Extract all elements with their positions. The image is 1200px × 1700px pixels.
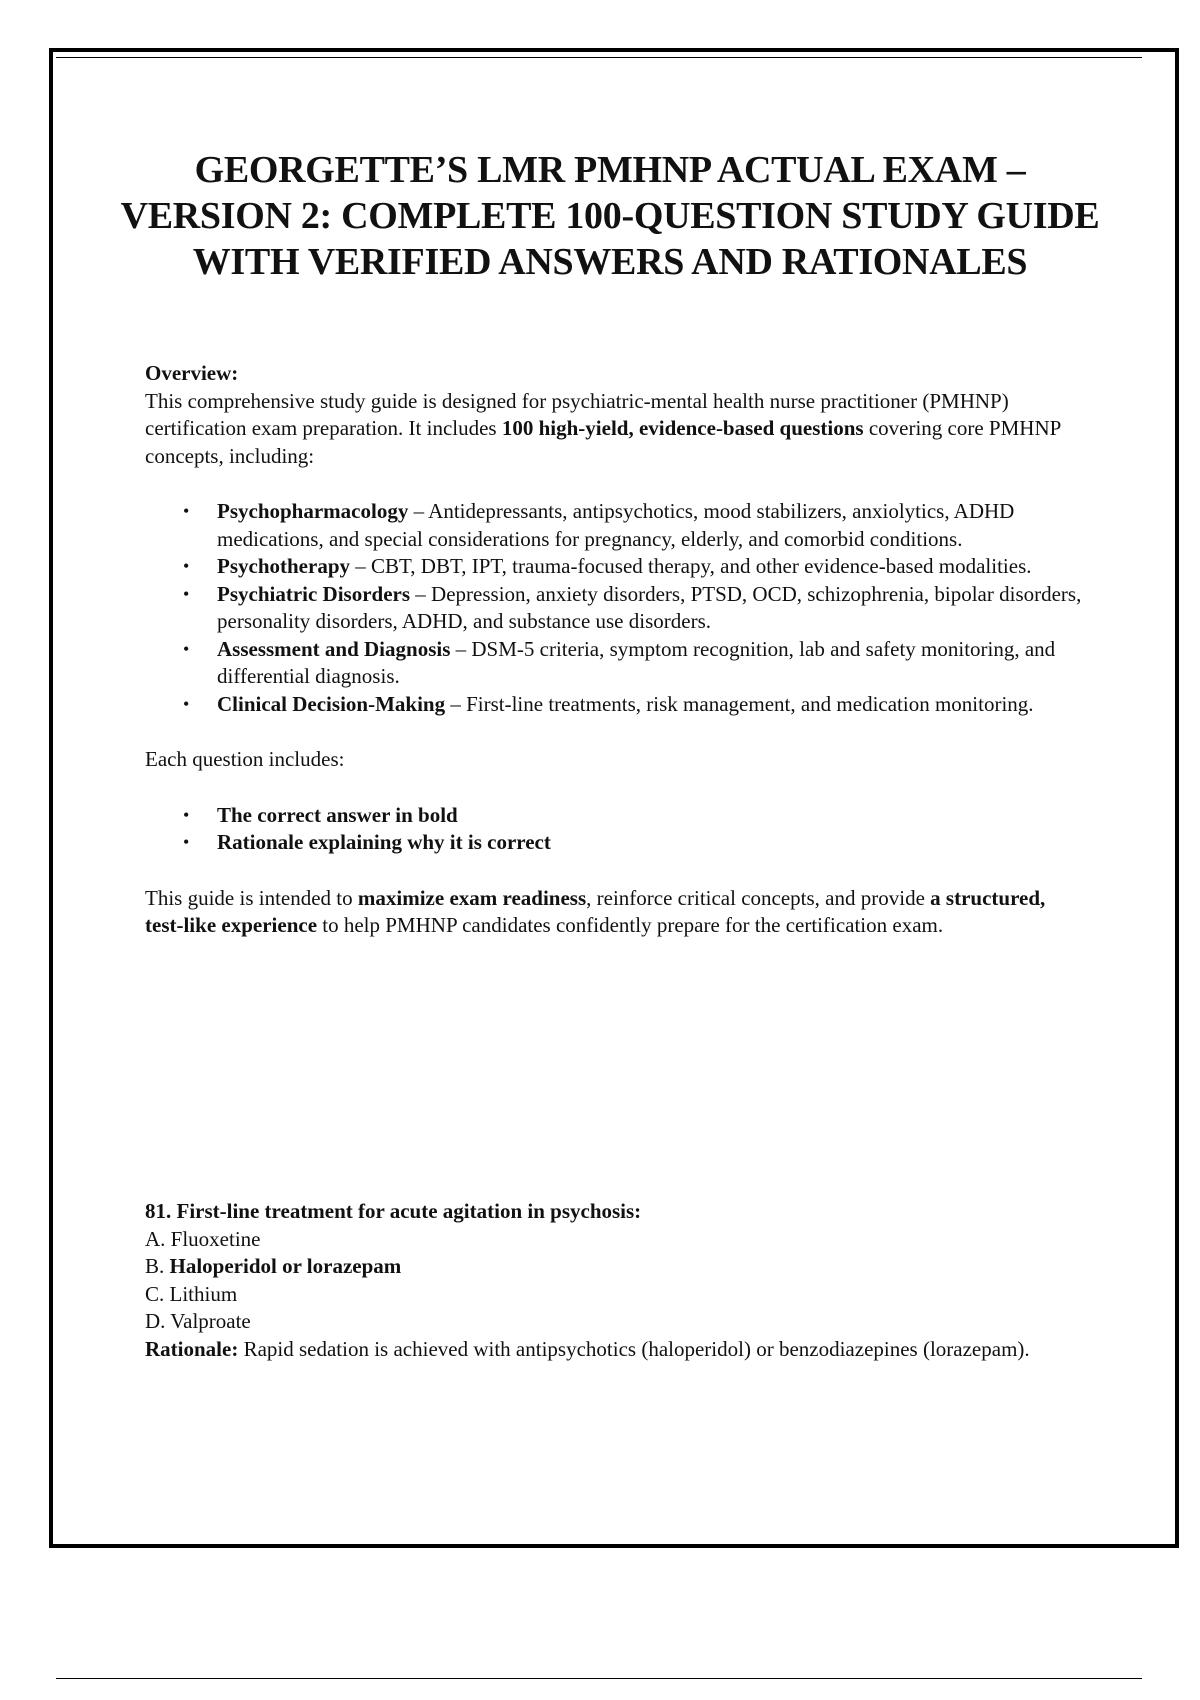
document-title: GEORGETTE’S LMR PMHNP ACTUAL EXAM – VERSION 2: COMPLETE 100-QUESTION STUDY GUIDE WITH VERIFIED ANSWERS AND RATIONALES xyxy=(120,149,1100,283)
topic-name: Assessment and Diagnosis xyxy=(217,636,451,661)
overview-intro-text: This comprehensive study guide is designed for psychiatric-mental health nurse practitioner (PMHNP) certification exam preparation. It includes xyxy=(145,388,1009,440)
topic-list xyxy=(145,498,1085,718)
question-stem: 81. First-line treatment for acute agitation in psychosis: xyxy=(145,1199,642,1223)
option-c: C. Lithium xyxy=(145,1281,238,1306)
footer-rule-divider xyxy=(56,1678,1142,1679)
option-b: B. Haloperidol or lorazepam xyxy=(145,1254,402,1278)
includes-item: • Rationale explaining why it is correct xyxy=(217,829,1085,857)
topic-description: – First-line treatments, risk management, and medication monitoring. xyxy=(445,691,1034,716)
rationale xyxy=(145,1336,1085,1364)
topic-item xyxy=(217,498,1085,553)
option-a: A. Fluoxetine xyxy=(145,1226,261,1251)
question-81 xyxy=(145,1198,1085,1363)
overview-intro-tail: covering core PMHNP concepts, including: xyxy=(145,416,1061,468)
topic-item xyxy=(217,581,1085,636)
topic-description: – CBT, DBT, IPT, trauma-focused therapy, and other evidence-based modalities. xyxy=(350,554,1032,578)
rationale-label: Rationale: xyxy=(145,1336,239,1361)
topic-item xyxy=(217,691,1085,719)
topic-description: – DSM-5 criteria, symptom recognition, lab and safety monitoring, and differential diagnosis. xyxy=(217,636,1056,688)
rationale-text: Rapid sedation is achieved with antipsychotics (haloperidol) or benzodiazepines (lorazepam). xyxy=(238,1336,1030,1361)
option-d: D. Valproate xyxy=(145,1309,251,1333)
includes-list xyxy=(145,802,1085,857)
overview-paragraph xyxy=(145,360,1085,470)
topic-name: Clinical Decision-Making xyxy=(217,691,446,716)
topic-name: Psychiatric Disorders xyxy=(217,581,411,606)
includes-item: • The correct answer in bold xyxy=(217,802,1085,830)
overview-intro-bold: 100 high-yield, evidence-based questions xyxy=(501,416,864,440)
overview-label: Overview: xyxy=(145,361,239,385)
topic-description: – Depression, anxiety disorders, PTSD, OCD, schizophrenia, bipolar disorders, personality disorders, ADHD, and substance use disorders. xyxy=(217,581,1082,633)
top-rule-divider xyxy=(56,57,1142,58)
overview-section xyxy=(145,360,1085,940)
each-question-label: Each question includes: xyxy=(145,747,345,771)
topic-name: Psychopharmacology xyxy=(217,499,409,523)
purpose-paragraph: This guide is intended to maximize exam readiness, reinforce critical concepts, and provide a structured, test-like experience to help PMHNP candidates confidently prepare for the certification exam. xyxy=(145,885,1046,937)
topic-item xyxy=(217,636,1085,691)
topic-name: Psychotherapy xyxy=(217,554,350,578)
topic-item xyxy=(217,553,1085,581)
topic-description: – Antidepressants, antipsychotics, mood stabilizers, anxiolytics, ADHD medications, and special considerations for pregnancy, elderly, and comorbid conditions. xyxy=(217,499,1015,551)
correct-answer: Haloperidol or lorazepam xyxy=(169,1254,402,1278)
